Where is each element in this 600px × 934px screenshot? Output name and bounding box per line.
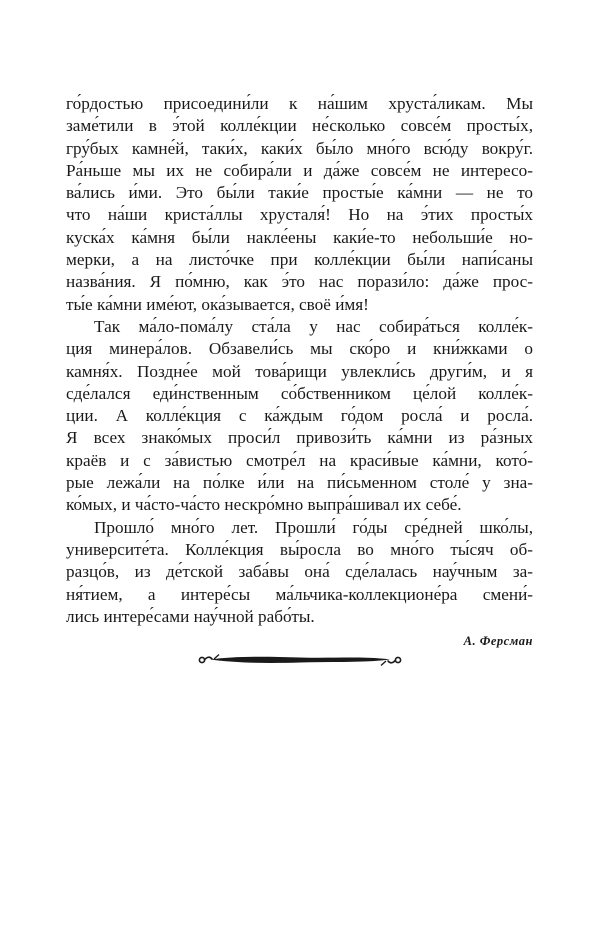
text-line: лись интере́сами нау́чной рабо́ты.: [66, 606, 315, 626]
text-line: краёв и с за́вистью смотре́л на краси́вые ка́мни, кото́-: [66, 450, 533, 470]
text-line: назва́ния. Я по́мню, как э́то нас порази́ло: да́же прос-: [66, 272, 533, 292]
paragraph-2: [66, 316, 533, 517]
text-line: разцо́в, из де́тской заба́вы она́ сде́лалась нау́чным за-: [66, 562, 533, 582]
paragraph-3: [66, 517, 533, 628]
text-line: ты́е ка́мни име́ют, ока́зывается, своё и́мя!: [66, 294, 369, 314]
text-line: Прошло́ мно́го лет. Прошли́ го́ды сре́дней шко́лы,: [94, 517, 533, 537]
text-line: ва́лись и́ми. Это бы́ли таки́е просты́е ка́мни — не то: [66, 183, 533, 203]
decorative-divider-icon: [196, 647, 404, 673]
author-signature: А. Ферсман: [463, 634, 533, 649]
text-line: гру́бых камне́й, таки́х, каки́х бы́ло мно́го всю́ду вокру́г.: [66, 138, 533, 158]
text-line: ции. А колле́кция с ка́ждым го́дом росла́ и росла́.: [66, 406, 533, 426]
text-line: Так ма́ло-пома́лу ста́ла у нас собира́ться колле́к-: [94, 316, 533, 336]
text-line: ня́тием, а интере́сы ма́льчика-коллекционе́ра смени́-: [66, 584, 533, 604]
text-line: Я всех знако́мых проси́л привози́ть ка́мни из ра́зных: [66, 428, 533, 448]
text-line: Ра́ньше мы их не собира́ли и да́же совсе́м не интересо-: [66, 160, 533, 180]
text-line: университе́та. Колле́кция вы́росла во мно́го ты́сяч об-: [66, 539, 533, 559]
text-line: сде́лался еди́нственным со́бственником це́лой колле́к-: [66, 383, 533, 403]
text-line: мерки, а на листо́чке при колле́кции бы́ли напи́саны: [66, 250, 533, 270]
text-line: камня́х. Поздне́е мой това́рищи увлекли́сь други́м, и я: [66, 361, 533, 381]
text-line: ко́мых, и ча́сто-ча́сто нескро́мно выпра́шивал их себе́.: [66, 495, 462, 515]
text-line: ция минера́лов. Обзавели́сь мы ско́ро и кни́жками о: [66, 339, 533, 359]
text-line: го́рдостью присоедини́ли к на́шим хруста́ликам. Мы: [66, 94, 533, 113]
paragraph-1: [66, 93, 533, 316]
text-line: рые лежа́ли на по́лке и́ли на пи́сьменном столе́ у зна-: [66, 473, 533, 493]
text-line: куска́х ка́мня бы́ли накле́ены каки́е-то небольши́е но-: [66, 227, 533, 247]
document-page: [66, 93, 533, 649]
text-line: заме́тили в э́той колле́кции не́сколько совсе́м просты́х,: [66, 116, 533, 136]
text-line: что на́ши криста́ллы хрусталя́! Но на э́тих просты́х: [66, 205, 533, 225]
